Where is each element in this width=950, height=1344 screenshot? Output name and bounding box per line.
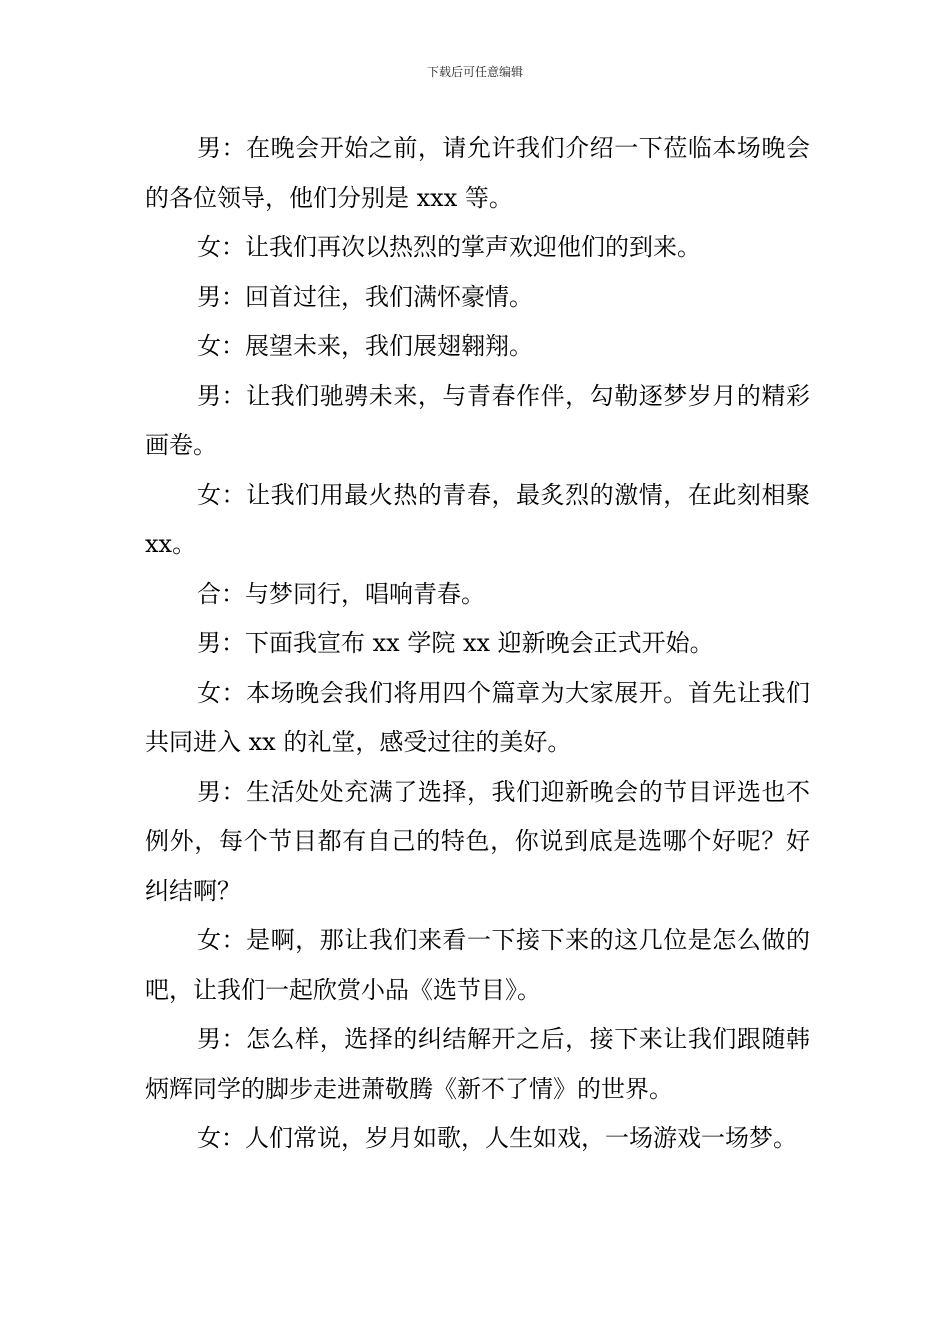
paragraph: 女：人们常说，岁月如歌，人生如戏，一场游戏一场梦。: [197, 1124, 797, 1152]
paragraph: 女：让我们再次以热烈的掌声欢迎他们的到来。: [197, 233, 701, 261]
paragraph: 男：怎么样，选择的纠结解开之后，接下来让我们跟随韩炳辉同学的脚步走进萧敬腾《新不了情》的世界。: [145, 1025, 810, 1103]
paragraph: 男：回首过往，我们满怀豪情。: [197, 282, 533, 311]
paragraph: 女：让我们用最火热的青春，最炙烈的激情，在此刻相聚 xx。: [145, 480, 810, 558]
page-header: 下载后可任意编辑: [426, 65, 523, 79]
paragraph: 女：展望未来，我们展翅翱翔。: [197, 332, 533, 360]
paragraph: 合：与梦同行，唱响青春。: [197, 579, 485, 608]
paragraph: 男：生活处处充满了选择，我们迎新晚会的节目评选也不例外，每个节目都有自己的特色，你说到底是选哪个好呢？好纠结啊？: [145, 777, 810, 905]
paragraph: 男：让我们驰骋未来，与青春作伴，勾勒逐梦岁月的精彩画卷。: [145, 381, 810, 459]
paragraph: 男：下面我宣布 xx 学院 xx 迎新晚会正式开始。: [197, 629, 714, 657]
paragraph: 女：本场晚会我们将用四个篇章为大家展开。首先让我们共同进入 xx 的礼堂，感受过往的美好。: [145, 678, 810, 756]
document-body: [145, 124, 810, 1164]
paragraph: 女：是啊，那让我们来看一下接下来的这几位是怎么做的吧，让我们一起欣赏小品《选节目》。: [145, 926, 810, 1004]
paragraph: 男：在晚会开始之前，请允许我们介绍一下莅临本场晚会的各位领导，他们分别是 xxx 等。: [145, 134, 810, 212]
